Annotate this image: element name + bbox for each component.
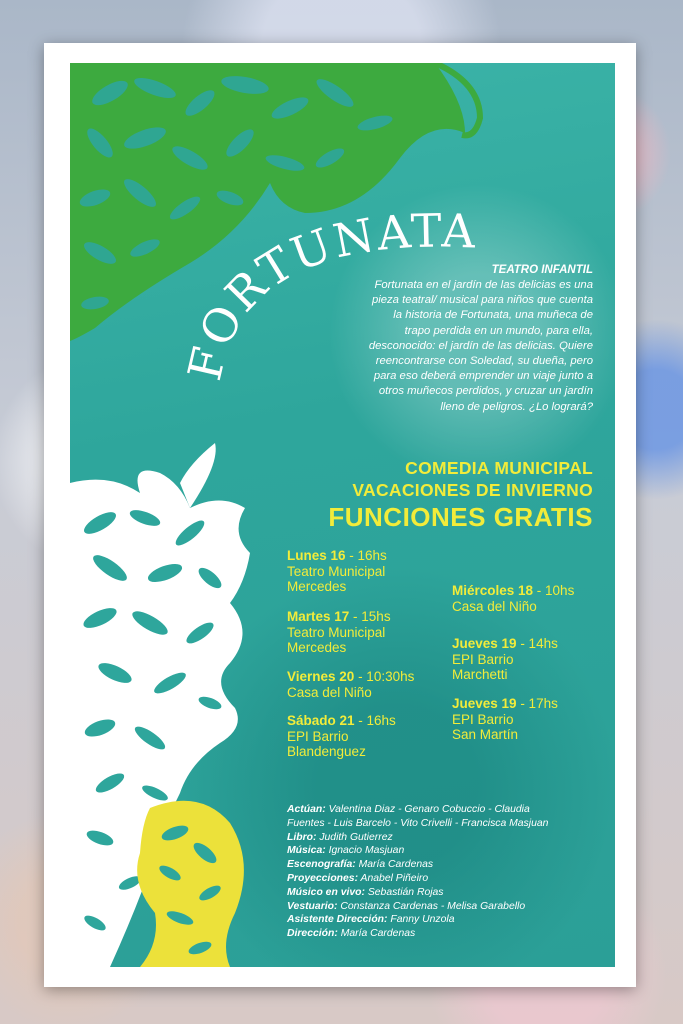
description-line: trapo perdida en un mundo, para ella, — [404, 324, 593, 337]
function-entry — [287, 713, 396, 760]
function-entry — [287, 609, 391, 656]
credit-name: Constanza Cardenas - Melisa Garabello — [337, 900, 526, 912]
function-day: Miércoles 18 — [452, 583, 534, 598]
function-entry — [287, 548, 387, 595]
function-day: Sábado 21 — [287, 713, 355, 728]
function-day: Jueves 19 — [452, 696, 517, 711]
credit-name: Judith Gutierrez — [316, 831, 393, 843]
description-line: desconocido: el jardín de las delicias. Quiere — [368, 339, 593, 352]
function-day: Viernes 20 — [287, 669, 355, 684]
function-place: San Martín — [452, 727, 519, 742]
credit-name: María Cardenas — [337, 928, 416, 940]
headline-line2: VACACIONES DE INVIERNO — [352, 480, 593, 500]
description-line: la historia de Fortunata, una muñeca de — [393, 309, 593, 322]
function-place: Marchetti — [452, 667, 508, 682]
function-time: - 14hs — [516, 636, 558, 651]
description — [293, 278, 593, 415]
function-place: Teatro Municipal — [287, 624, 386, 640]
function-place: Mercedes — [287, 579, 347, 594]
headline-line1: COMEDIA MUNICIPAL — [405, 458, 593, 478]
credit-role: Músico en vivo: — [287, 886, 365, 898]
credit-name: Ignacio Masjuan — [325, 845, 405, 857]
function-time: - 16hs — [354, 713, 396, 728]
function-place: EPI Barrio — [287, 728, 349, 744]
function-time: - 10hs — [533, 583, 575, 598]
credit-role: Dirección: — [287, 928, 338, 940]
credit-role: Música: — [287, 845, 326, 857]
function-day: Jueves 19 — [452, 636, 517, 651]
credit-role: Escenografía: — [287, 859, 356, 871]
headline-block — [328, 457, 593, 533]
function-time: - 17hs — [516, 696, 558, 711]
function-time: - 10:30hs — [354, 669, 415, 684]
function-entry — [452, 696, 558, 743]
function-place: EPI Barrio — [452, 711, 514, 727]
credit-role: Asistente Dirección: — [287, 914, 388, 926]
function-entry — [452, 583, 574, 614]
credit-role: Vestuario: — [287, 900, 338, 912]
function-place: Teatro Municipal — [287, 563, 386, 579]
function-day: Martes 17 — [287, 609, 350, 624]
yellow-leaf-cutout — [137, 801, 244, 967]
credit-name: Valentina Diaz - Genaro Cobuccio - Claudia — [325, 804, 530, 815]
description-line: pieza teatral/ musical para niños que cuenta — [371, 294, 593, 307]
function-place: Casa del Niño — [287, 684, 372, 700]
credit-name: María Cardenas — [355, 859, 434, 871]
function-place: Mercedes — [287, 640, 347, 655]
credit-role: Actúan: — [287, 804, 326, 815]
description-line: reencontrarse con Soledad, su dueña, pero — [375, 355, 593, 368]
credit-name: Fanny Unzola — [387, 914, 455, 926]
function-time: - 15hs — [349, 609, 391, 624]
poster — [70, 63, 615, 967]
credit-name: Sebastián Rojas — [364, 886, 444, 898]
function-place: Blandenguez — [287, 744, 366, 759]
description-line: Fortunata en el jardín de las delicias es una — [374, 279, 593, 291]
function-time: - 16hs — [345, 548, 387, 563]
function-day: Lunes 16 — [287, 548, 346, 563]
headline-line3: FUNCIONES GRATIS — [328, 502, 593, 532]
description-line: lleno de peligros. ¿Lo logrará? — [440, 400, 593, 413]
credit-name: Fuentes - Luis Barcelo - Vito Crivelli - Francisca Masjuan — [287, 817, 549, 829]
description-line: otros muñecos perdidos, y cruzar un jardín — [378, 385, 593, 398]
credit-name: Anabel Piñeiro — [358, 872, 429, 884]
credit-role: Proyecciones: — [287, 872, 359, 884]
credit-role: Libro: — [287, 831, 317, 843]
credits — [287, 803, 607, 941]
genre-label: TEATRO INFANTIL — [491, 264, 593, 276]
title-text: FORTUNATA — [177, 203, 478, 386]
function-place: EPI Barrio — [452, 651, 514, 667]
function-entry — [287, 669, 414, 700]
description-line: para eso deberá emprender un viaje junto a — [373, 370, 593, 383]
function-place: Casa del Niño — [452, 598, 537, 614]
function-entry — [452, 636, 558, 683]
